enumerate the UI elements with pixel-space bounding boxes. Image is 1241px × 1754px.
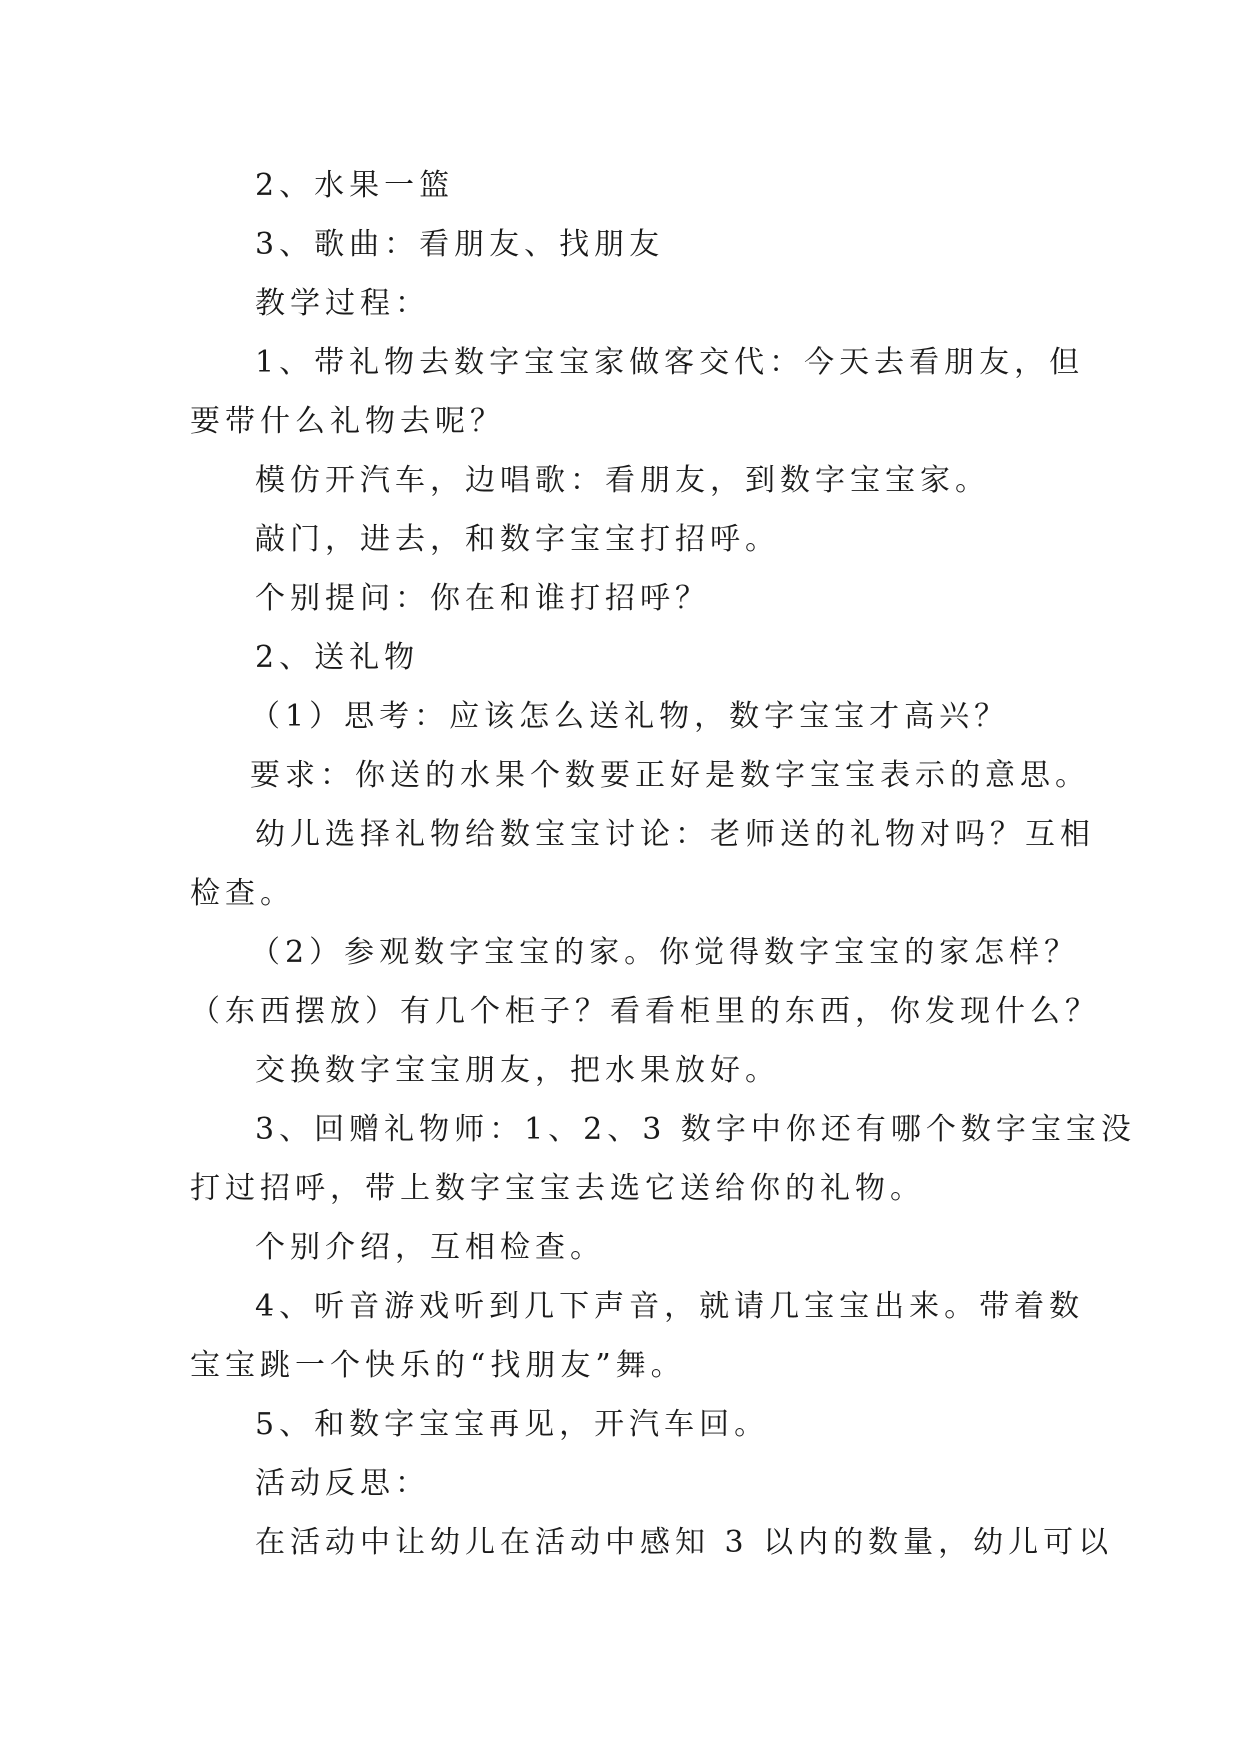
text-line: 个别提问：你在和谁打招呼？ xyxy=(255,581,710,616)
text-line: 1、带礼物去数字宝宝家做客交代：今天去看朋友，但 xyxy=(255,345,1085,380)
document-body xyxy=(190,156,1136,1572)
text-line: （东西摆放）有几个柜子？看看柜里的东西，你发现什么？ xyxy=(190,994,1100,1029)
text-line: （2）参观数字宝宝的家。你觉得数字宝宝的家怎样？ xyxy=(250,935,1080,970)
text-line: 检查。 xyxy=(190,876,295,911)
text-line: 交换数字宝宝朋友，把水果放好。 xyxy=(255,1053,780,1088)
text-line: （1）思考：应该怎么送礼物，数字宝宝才高兴？ xyxy=(250,699,1010,734)
text-line: 要求：你送的水果个数要正好是数字宝宝表示的意思。 xyxy=(250,758,1090,793)
text-line: 3、回赠礼物师：1、2、3 数字中你还有哪个数字宝宝没 xyxy=(255,1112,1136,1147)
text-line: 3、歌曲：看朋友、找朋友 xyxy=(255,227,665,262)
text-line: 要带什么礼物去呢？ xyxy=(190,404,505,439)
text-line: 敲门，进去，和数字宝宝打招呼。 xyxy=(255,522,780,557)
text-line: 2、送礼物 xyxy=(255,640,420,675)
text-line: 宝宝跳一个快乐的“找朋友”舞。 xyxy=(190,1348,686,1383)
text-line: 5、和数字宝宝再见，开汽车回。 xyxy=(255,1407,770,1442)
text-line: 2、水果一篮 xyxy=(255,168,455,203)
text-line: 教学过程： xyxy=(255,286,430,321)
text-line: 打过招呼，带上数字宝宝去选它送给你的礼物。 xyxy=(190,1171,925,1206)
text-line: 活动反思： xyxy=(255,1466,430,1501)
text-line: 模仿开汽车，边唱歌：看朋友，到数字宝宝家。 xyxy=(255,463,990,498)
text-line: 在活动中让幼儿在活动中感知 3 以内的数量，幼儿可以 xyxy=(255,1525,1114,1560)
text-line: 4、听音游戏听到几下声音，就请几宝宝出来。带着数 xyxy=(255,1289,1085,1324)
text-line: 个别介绍，互相检查。 xyxy=(255,1230,605,1265)
text-line: 幼儿选择礼物给数宝宝讨论：老师送的礼物对吗？互相 xyxy=(255,817,1095,852)
